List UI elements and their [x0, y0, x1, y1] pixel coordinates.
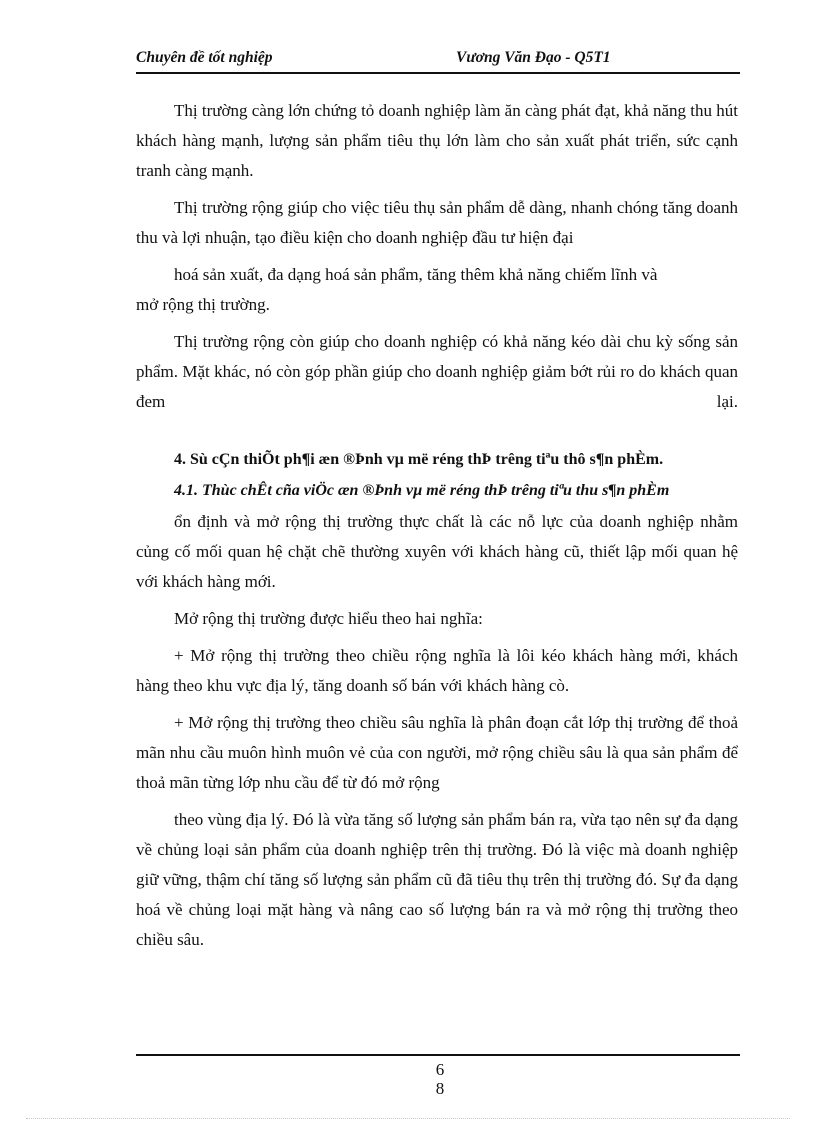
subsection-heading-4-1: 4.1. Thùc chÊt cña viÖc æn ®Þnh vµ më réng thÞ trêng tiªu thu s¶n phÈm	[174, 482, 670, 499]
page-bottom-border	[26, 1118, 790, 1119]
header-author: Vương Văn Đạo - Q5T1	[456, 49, 611, 66]
document-body	[136, 96, 738, 955]
paragraph-stabilize-definition: ổn định và mở rộng thị trường thực chất là các nỗ lực của doanh nghiệp nhằm củng cố mối quan hệ chặt chẽ thường xuyên với khách hàng cũ, thiết lập mối quan hệ với khách hàng mới.	[136, 512, 738, 591]
paragraph-wide-market-cont: hoá sản xuất, đa dạng hoá sản phẩm, tăng thêm khả năng chiếm lĩnh và	[174, 265, 658, 284]
page-number-bottom: 8	[435, 1079, 445, 1098]
header-title: Chuyên đề tốt nghiệp	[136, 49, 273, 66]
paragraph-depth-expansion: + Mở rộng thị trường theo chiều sâu nghĩa là phân đoạn cắt lớp thị trường để thoả mãn nhu cầu muôn hình muôn vẻ của con người, mở rộng chiều sâu là qua sản phẩm để thoả mãn từng lớp nhu cầu để từ đó mở rộng	[136, 713, 738, 792]
paragraph-breadth-expansion: + Mở rộng thị trường theo chiều rộng nghĩa là lôi kéo khách hàng mới, khách hàng theo khu vực địa lý, tăng doanh số bán với khách hàng cò.	[136, 646, 738, 695]
paragraph-product-lifecycle: Thị trường rộng còn giúp cho doanh nghiệp có khả năng kéo dài chu kỳ sống sản phẩm. Mặt khác, nó còn góp phần giúp cho doanh nghiệp giảm bớt rủi ro do khách quan đem lại.	[136, 332, 738, 411]
paragraph-wide-market: Thị trường rộng giúp cho việc tiêu thụ sản phẩm dễ dàng, nhanh chóng tăng doanh thu và lợi nhuận, tạo điều kiện cho doanh nghiệp đầu tư hiện đại	[136, 198, 738, 247]
footer-rule	[136, 1054, 740, 1056]
paragraph-two-meanings: Mở rộng thị trường được hiểu theo hai nghĩa:	[174, 609, 483, 628]
page-number	[420, 1060, 460, 1098]
page-number-top: 6	[435, 1060, 445, 1079]
paragraph-depth-expansion-cont: theo vùng địa lý. Đó là vừa tăng số lượng sản phẩm bán ra, vừa tạo nên sự đa dạng về chủng loại sản phẩm của doanh nghiệp trên thị trường. Đó là việc mà doanh nghiệp giữ vững, thậm chí tăng số lượng sản phẩm cũ đã tiêu thụ trên thị trường đó. Sự đa dạng hoá về chủng loại mặt hàng và nâng cao số lượng bán ra và mở rộng thị trường theo chiều sâu.	[136, 810, 738, 949]
header-rule	[136, 72, 740, 74]
section-heading-4: 4. Sù cÇn thiÕt ph¶i æn ®Þnh vµ më réng thÞ trêng tiªu thô s¶n phÈm.	[174, 451, 664, 468]
paragraph-wide-market-end: mở rộng thị trường.	[136, 295, 270, 314]
paragraph-market-size: Thị trường càng lớn chứng tỏ doanh nghiệp làm ăn càng phát đạt, khả năng thu hút khách hàng mạnh, lượng sản phẩm tiêu thụ lớn làm cho sản xuất phát triển, sức cạnh tranh càng mạnh.	[136, 101, 738, 180]
page-header	[136, 49, 740, 71]
